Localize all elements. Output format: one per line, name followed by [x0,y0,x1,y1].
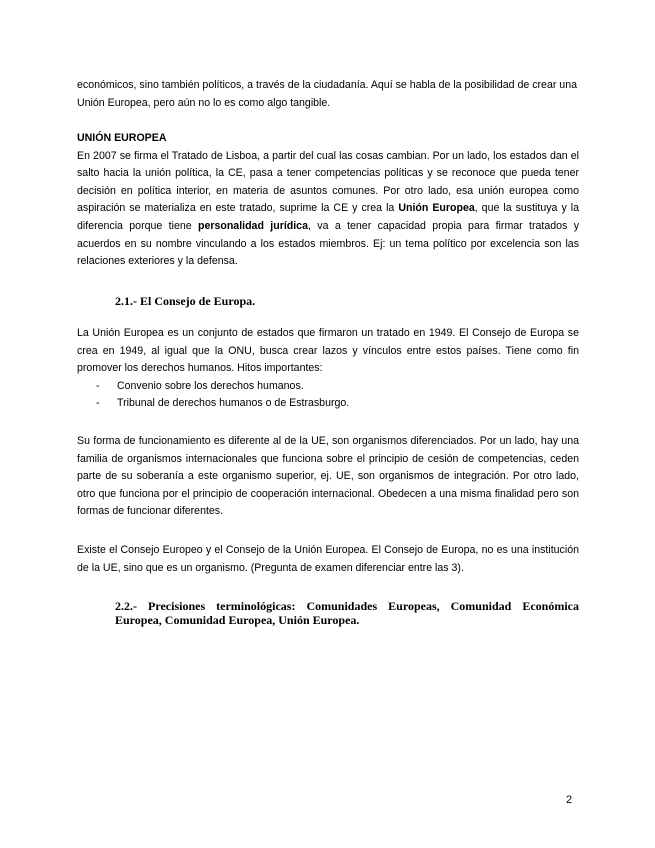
funcionamiento-paragraph: Su forma de funcionamiento es diferente al de la UE, son organismos diferenciados. Por un lado, hay una familia de organismos internacionales que funciona sobre el principio de cesión de competencias, ceden parte de su soberanía a este organismo superior, ej. UE, son organismos de integración. Por otro lado, otro que funciona por el principio de cooperación internacional. Obedecen a una misma finalidad pero son formas de funcionar diferentes. [77,435,579,518]
consejo-europa-paragraph: La Unión Europea es un conjunto de estados que firmaron un tratado en 1949. El Consejo de Europa se crea en 1949, al igual que la ONU, busca crear lazos y vínculos entre estos países. Tiene como fin promover los derechos humanos. Hitos importantes: [77,327,579,375]
bold-personalidad-juridica: personalidad jurídica [197,219,308,232]
list-dash: - [96,379,100,392]
paragraph-text-1: En 2007 se firma el Tratado de Lisboa, a partir del cual las cosas cambian. Por un lado, los estados dan el salto hacia la unión política, la CE, pasa a tener competencias políticas y se reconoce que pueda tener decisión en política interior, en materia de asuntos comunes. Por otro lado, esa unión europea como aspiración se materializa en este tratado, suprime la CE y crea la [77,149,579,215]
paragraph-text-3: , va a tener capacidad propia para firmar tratados y acuerdos en su nombre vinculando a los estados miembros. Ej: un tema político por excelencia son las relaciones exteriores y la defensa. [77,219,579,268]
union-europea-paragraph [77,148,579,271]
consejo-diferencias-paragraph: Existe el Consejo Europeo y el Consejo de la Unión Europea. El Consejo de Europa, no es una institución de la UE, sino que es un organismo. (Pregunta de examen diferenciar entre las 3). [77,544,579,574]
paragraph-text-2: , que la sustituya y la diferencia porque tiene [77,202,579,232]
bold-union-europea: Unión Europea [398,202,475,215]
page-number: 2 [566,794,573,806]
section-2-2-heading-block [77,599,579,627]
intro-block [77,77,579,112]
section-2-1-heading: 2.1.- El Consejo de Europa. [115,294,256,308]
union-europea-block [77,130,579,271]
list-item-text: Tribunal de derechos humanos o de Estrasburgo. [117,397,350,410]
union-europea-heading: UNIÓN EUROPEA [77,132,167,144]
intro-paragraph: económicos, sino también políticos, a través de la ciudadanía. Aquí se habla de la posibilidad de crear una Unión Europea, pero aún no lo es como algo tangible. [77,79,577,109]
section-2-2-heading: 2.2.- Precisiones terminológicas: Comunidades Europeas, Comunidad Económica Europea, Comunidad Europea, Unión Europea. [115,599,579,627]
list-item-text: Convenio sobre los derechos humanos. [117,379,304,392]
section-2-1-heading-block [77,294,579,308]
list-item [77,378,579,396]
list-dash: - [96,397,100,410]
hitos-list [77,378,579,413]
consejo-diferencias-block [77,542,579,577]
list-item [77,395,579,413]
section-2-1-body [77,325,579,413]
funcionamiento-block [77,433,579,521]
